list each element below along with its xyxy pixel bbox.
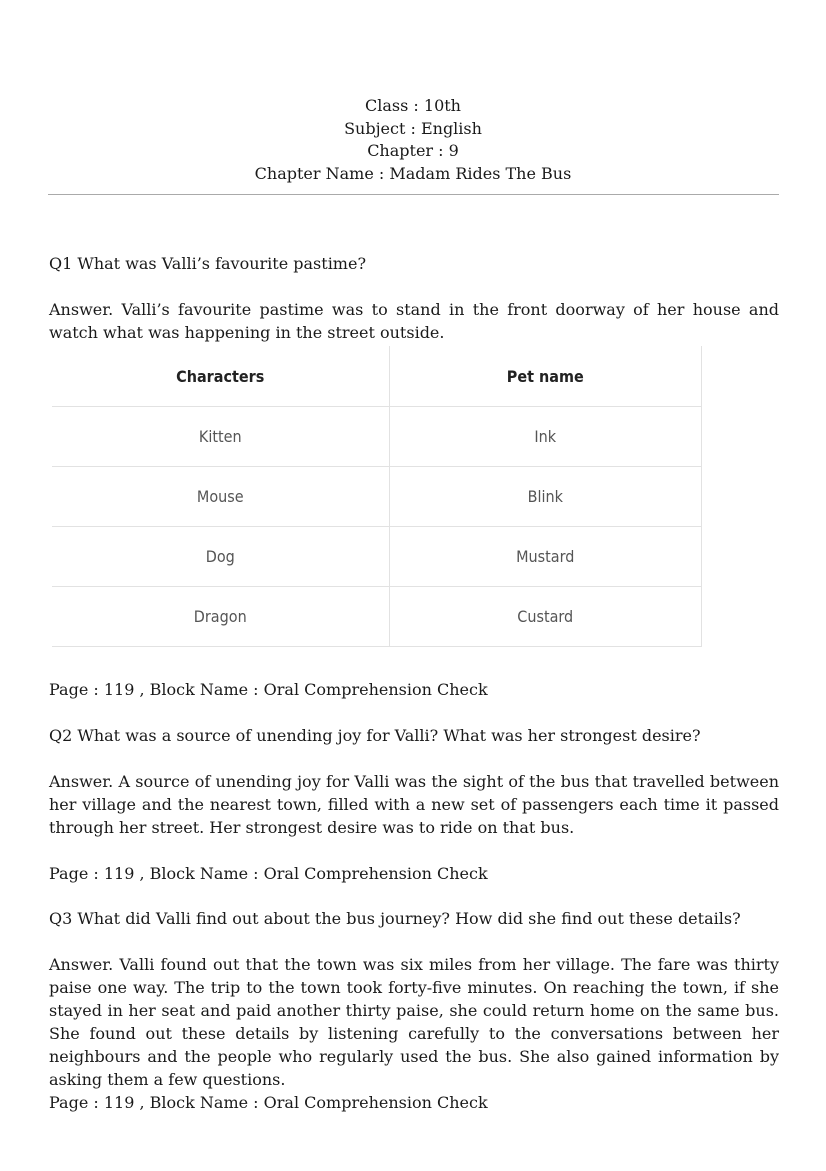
table-cell-pet-name: Ink (389, 407, 702, 467)
page-reference-3: Page : 119 , Block Name : Oral Comprehension Check (49, 1093, 488, 1112)
table-header-characters: Characters (52, 346, 389, 407)
header-divider (48, 194, 779, 195)
pet-name-table (52, 346, 702, 647)
q3-question: Q3 What did Valli find out about the bus journey? How did she find out these details? (49, 909, 741, 928)
table-cell-character: Dog (52, 527, 389, 587)
table-cell-character: Kitten (52, 407, 389, 467)
subject-line: Subject : English (344, 118, 482, 138)
document-header (0, 95, 826, 186)
q3-answer: Answer. Valli found out that the town was six miles from her village. The fare was thirty paise one way. The trip to the town took forty-five minutes. On reaching the town, if she stayed in her seat and paid another thirty paise, she could return home on the same bus. She found out these details by listening carefully to the conversations between her neighbours and the people who regularly used the bus. She also gained information by asking them a few questions. (49, 955, 779, 1089)
q1-question: Q1 What was Valli’s favourite pastime? (49, 254, 367, 273)
class-line: Class : 10th (365, 96, 461, 115)
table-row (52, 407, 702, 467)
table-row (52, 527, 702, 587)
q2-question: Q2 What was a source of unending joy for Valli? What was her strongest desire? (49, 726, 701, 745)
table-cell-pet-name: Blink (389, 467, 702, 527)
q2-answer: Answer. A source of unending joy for Valli was the sight of the bus that travelled between her village and the nearest town, filled with a new set of passengers each time it passed through her street. Her strongest desire was to ride on that bus. (49, 772, 779, 837)
page-reference-1: Page : 119 , Block Name : Oral Comprehension Check (49, 680, 488, 699)
table-cell-character: Mouse (52, 467, 389, 527)
table-header-pet-name: Pet name (389, 346, 702, 407)
table-header-row (52, 346, 702, 407)
table-cell-character: Dragon (52, 587, 389, 647)
table-row (52, 467, 702, 527)
chapter-line: Chapter : 9 (367, 141, 459, 161)
chapter-name-line: Chapter Name : Madam Rides The Bus (254, 164, 572, 184)
q1-answer: Answer. Valli’s favourite pastime was to stand in the front doorway of her house and watch what was happening in the street outside. (49, 300, 779, 342)
table-row (52, 587, 702, 647)
table-cell-pet-name: Mustard (389, 527, 702, 587)
table-cell-pet-name: Custard (389, 587, 702, 647)
page-reference-2: Page : 119 , Block Name : Oral Comprehension Check (49, 864, 488, 883)
